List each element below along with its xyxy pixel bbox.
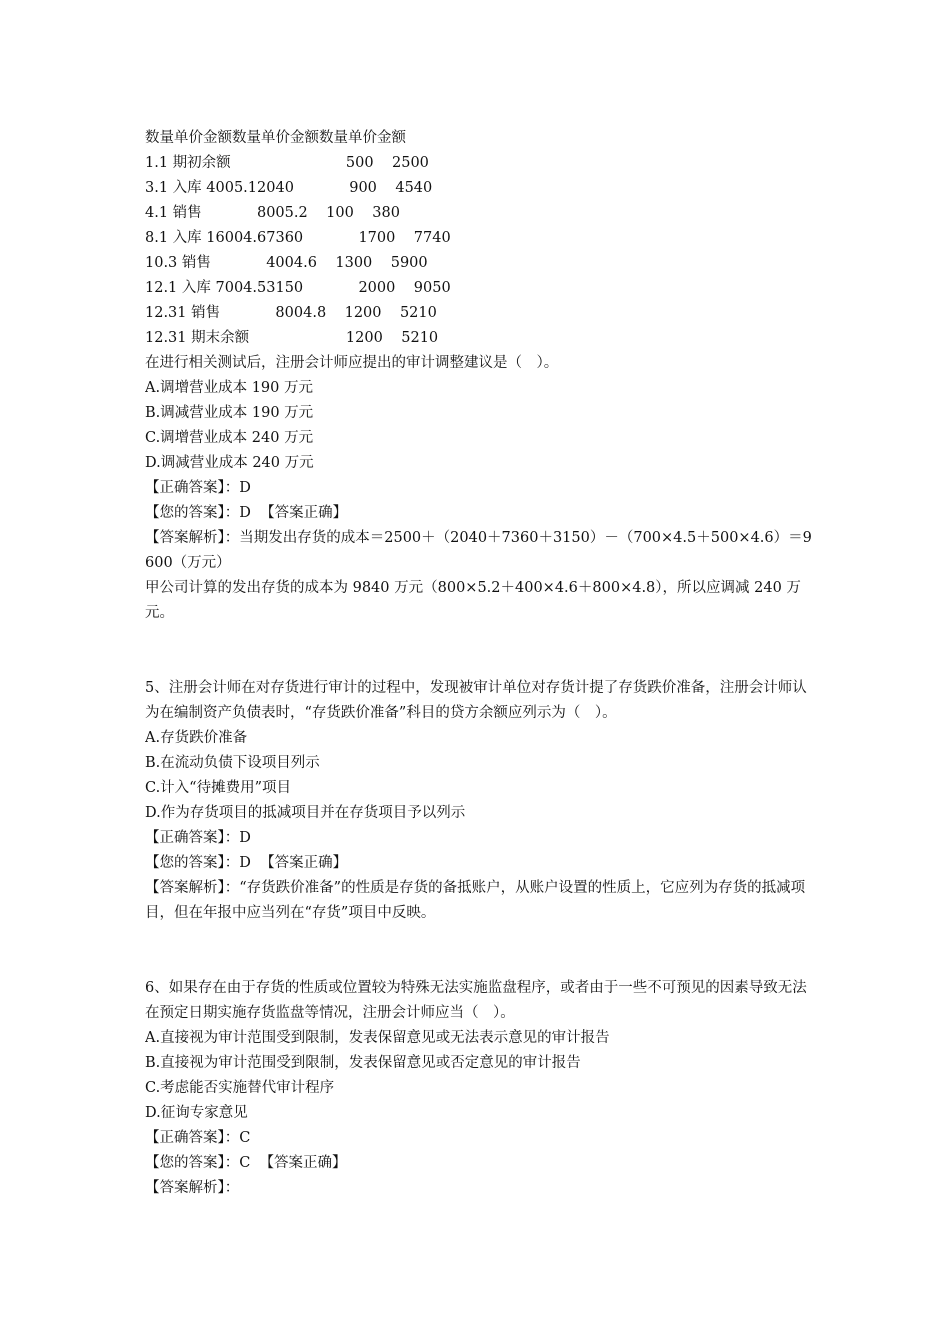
q4-option-d: D.调减营业成本 240 万元 <box>145 455 314 471</box>
q6-option-a: A.直接视为审计范围受到限制，发表保留意见或无法表示意见的审计报告 <box>145 1030 610 1046</box>
q4-correct-answer: 【正确答案】：D <box>145 480 251 496</box>
table-row: 12.31 销售 8004.8 1200 5210 <box>145 305 437 321</box>
q5-stem: 5、注册会计师在对存货进行审计的过程中，发现被审计单位对存货计提了存货跌价准备，注册会计师认为在编制资产负债表时，“存货跌价准备”科目的贷方余额应列示为（ ）。 <box>145 680 807 721</box>
q5-analysis: 【答案解析】：“存货跌价准备”的性质是存货的备抵账户，从账户设置的性质上，它应列为存货的抵减项目，但在年报中应当列在“存货”项目中反映。 <box>145 880 806 921</box>
q6-stem: 6、如果存在由于存货的性质或位置较为特殊无法实施监盘程序，或者由于一些不可预见的因素导致无法在预定日期实施存货监盘等情况，注册会计师应当（ ）。 <box>145 980 807 1021</box>
q4-your-answer: 【您的答案】：D 【答案正确】 <box>145 505 348 521</box>
table-row: 10.3 销售 4004.6 1300 5900 <box>145 255 428 271</box>
q4-option-b: B.调减营业成本 190 万元 <box>145 405 314 421</box>
q5-option-d: D.作为存货项目的抵减项目并在存货项目予以列示 <box>145 805 466 821</box>
q4-analysis-continued: 甲公司计算的发出存货的成本为 9840 万元（800×5.2＋400×4.6＋800×4.8），所以应调减 240 万元。 <box>145 580 801 621</box>
table-row: 12.1 入库 7004.53150 2000 9050 <box>145 280 451 296</box>
spacer <box>145 626 815 676</box>
table-row: 1.1 期初余额 500 2500 <box>145 155 429 171</box>
q5-option-a: A.存货跌价准备 <box>145 730 248 746</box>
q6-option-b: B.直接视为审计范围受到限制，发表保留意见或否定意见的审计报告 <box>145 1055 581 1071</box>
q5-your-answer: 【您的答案】：D 【答案正确】 <box>145 855 348 871</box>
table-row: 3.1 入库 4005.12040 900 4540 <box>145 180 433 196</box>
q4-analysis: 【答案解析】：当期发出存货的成本＝2500＋（2040＋7360＋3150）－（700×4.5＋500×4.6）＝9600（万元） <box>145 530 812 571</box>
q5-option-c: C.计入“待摊费用”项目 <box>145 780 292 796</box>
table-row: 12.31 期末余额 1200 5210 <box>145 330 439 346</box>
q4-option-c: C.调增营业成本 240 万元 <box>145 430 314 446</box>
q4-stem: 在进行相关测试后，注册会计师应提出的审计调整建议是（ ）。 <box>145 355 559 371</box>
q6-option-c: C.考虑能否实施替代审计程序 <box>145 1080 335 1096</box>
table-header: 数量单价金额数量单价金额数量单价金额 <box>145 130 406 146</box>
q6-your-answer: 【您的答案】：C 【答案正确】 <box>145 1155 347 1171</box>
spacer <box>145 926 815 976</box>
table-row: 4.1 销售 8005.2 100 380 <box>145 205 400 221</box>
q6-option-d: D.征询专家意见 <box>145 1105 248 1121</box>
q6-correct-answer: 【正确答案】：C <box>145 1130 251 1146</box>
table-row: 8.1 入库 16004.67360 1700 7740 <box>145 230 451 246</box>
q5-correct-answer: 【正确答案】：D <box>145 830 251 846</box>
q4-option-a: A.调增营业成本 190 万元 <box>145 380 313 396</box>
document-page <box>145 126 815 1201</box>
q6-analysis: 【答案解析】： <box>145 1180 240 1196</box>
q5-option-b: B.在流动负债下设项目列示 <box>145 755 320 771</box>
